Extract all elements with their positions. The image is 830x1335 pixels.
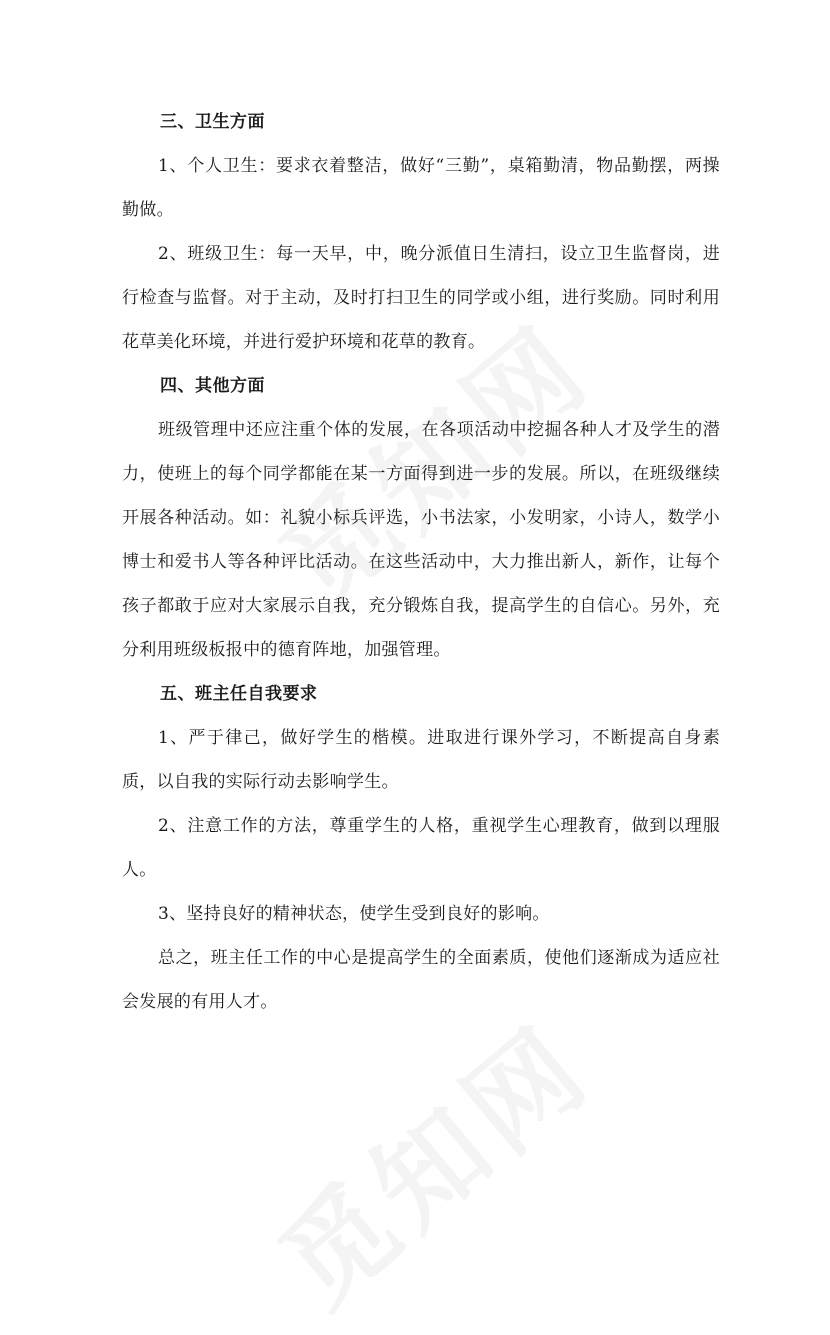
- section-heading: 五、班主任自我要求: [160, 684, 318, 704]
- paragraph: 1、个人卫生：要求衣着整洁，做好“三勤”，桌箱勤清，物品勤摆，两操勤做。: [122, 156, 720, 220]
- paragraph: 总之，班主任工作的中心是提高学生的全面素质，使他们逐渐成为适应社会发展的有用人才。: [122, 948, 720, 1012]
- paragraph: 班级管理中还应注重个体的发展，在各项活动中挖掘各种人才及学生的潜力，使班上的每个同学都能在某一方面得到进一步的发展。所以，在班级继续开展各种活动。如：礼貌小标兵评选，小书法家，小发明家，小诗人，数学小博士和爱书人等各种评比活动。在这些活动中，大力推出新人，新作，让每个孩子都敢于应对大家展示自我，充分锻炼自我，提高学生的自信心。另外，充分利用班级板报中的德育阵地，加强管理。: [122, 420, 720, 660]
- paragraph: 2、注意工作的方法，尊重学生的人格，重视学生心理教育，做到以理服人。: [122, 816, 720, 880]
- watermark: [241, 983, 618, 1335]
- section-heading: 三、卫生方面: [160, 112, 265, 132]
- paragraph: 2、班级卫生：每一天早，中，晚分派值日生清扫，设立卫生监督岗，进行检查与监督。对于主动，及时打扫卫生的同学或小组，进行奖励。同时利用花草美化环境，并进行爱护环境和花草的教育。: [122, 244, 720, 352]
- document-body: [122, 100, 720, 1024]
- paragraph: 1、严于律己，做好学生的楷模。进取进行课外学习，不断提高自身素质，以自我的实际行动去影响学生。: [122, 728, 720, 792]
- section-heading: 四、其他方面: [160, 376, 265, 396]
- paragraph: 3、坚持良好的精神状态，使学生受到良好的影响。: [158, 904, 550, 924]
